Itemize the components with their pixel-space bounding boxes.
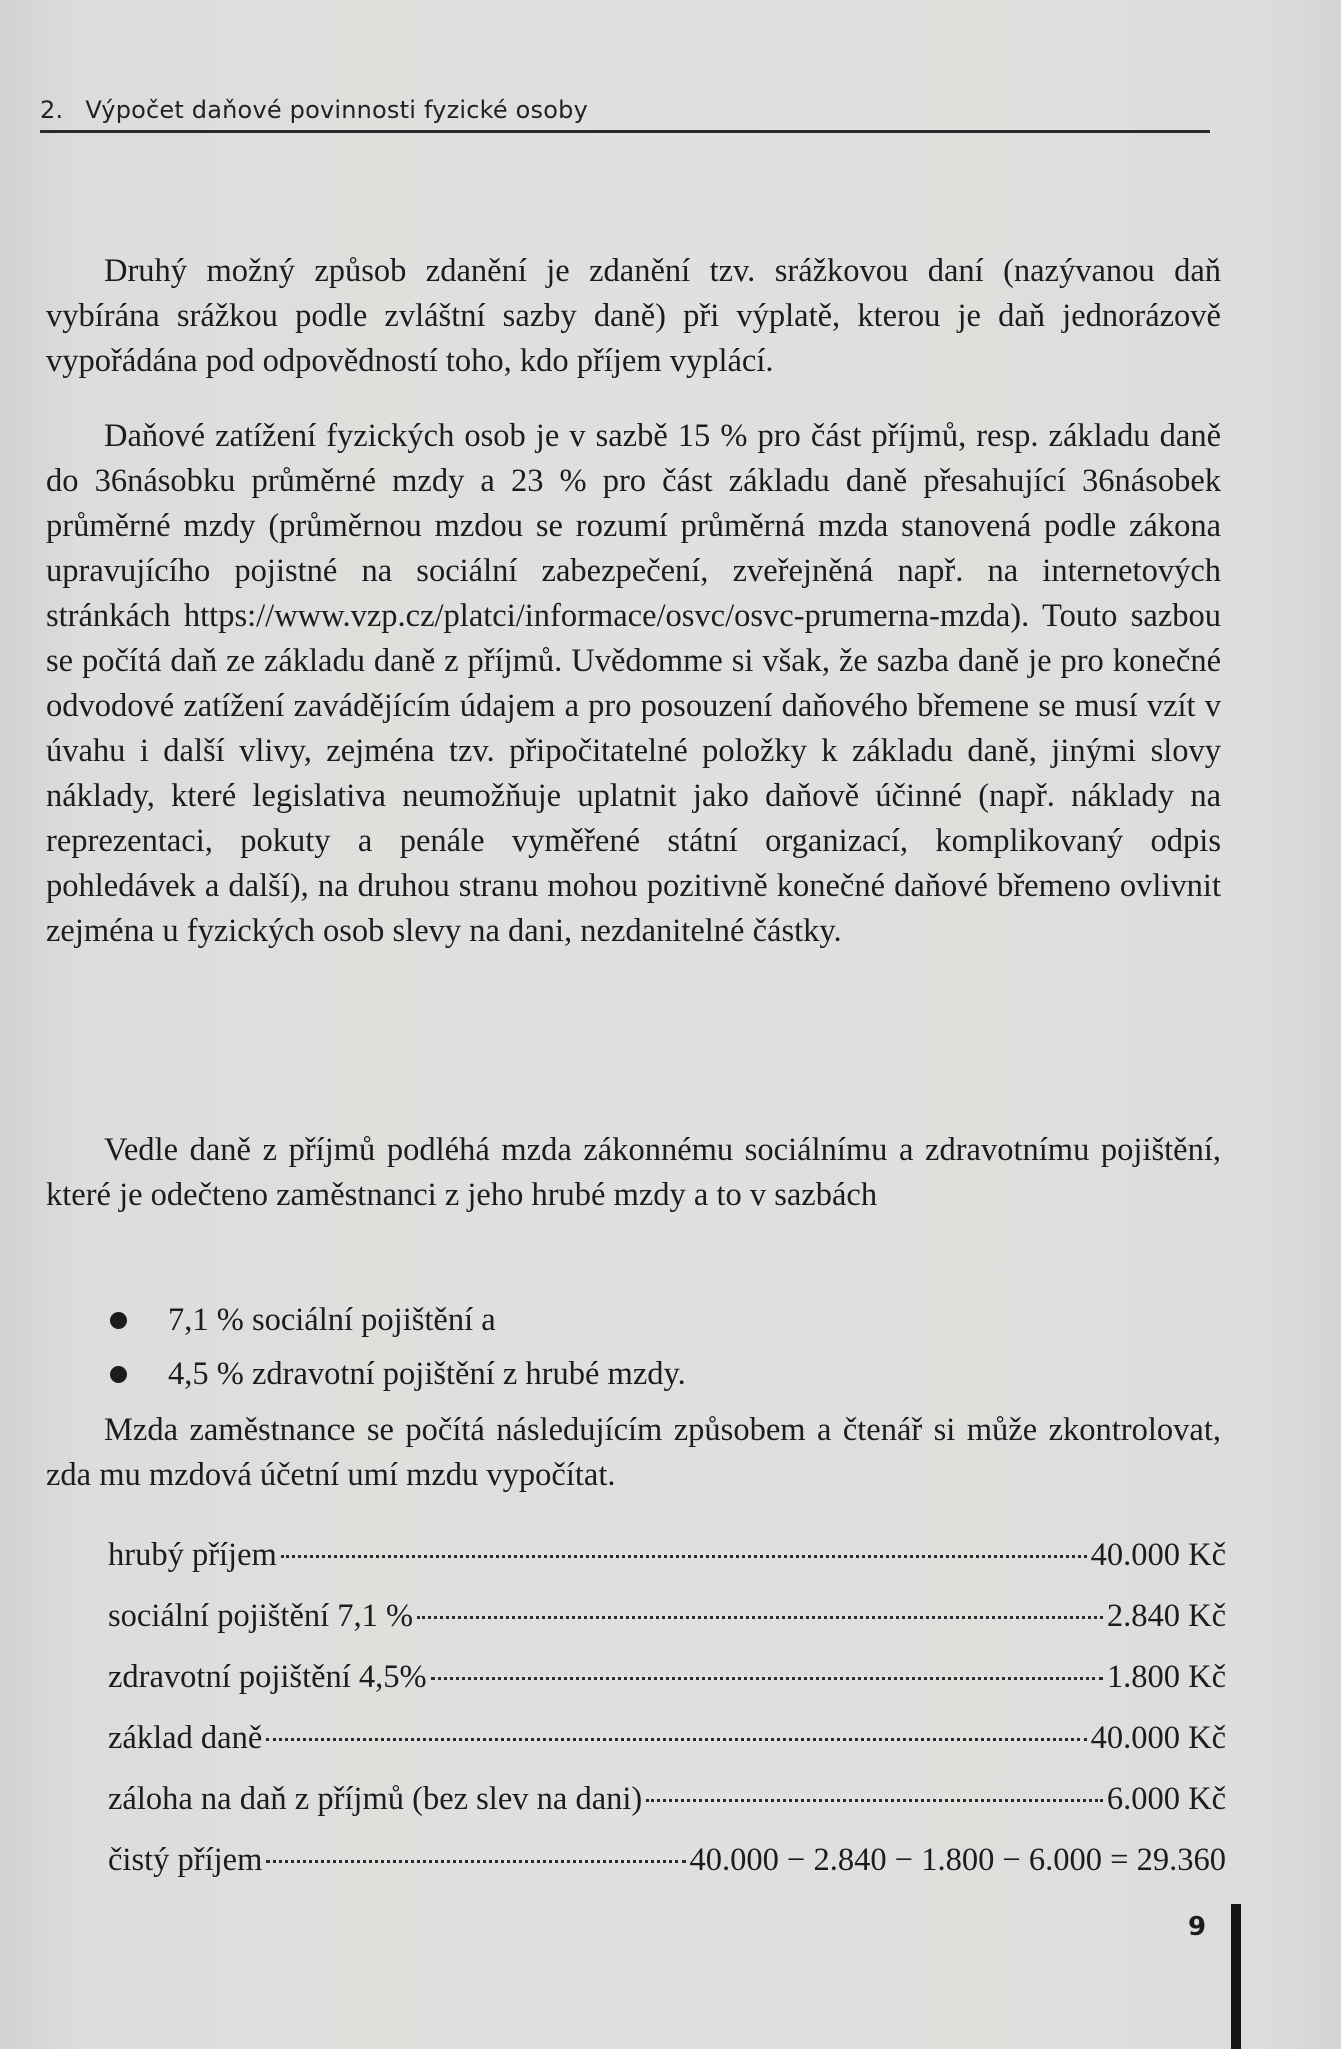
calc-row [108,1598,1226,1659]
dot-leader [646,1799,1103,1802]
calc-amount: 2.840 Kč [1106,1598,1226,1634]
paragraph-insurance-intro: Vedle daně z příjmů podléhá mzda zákonnému sociálnímu a zdravotnímu pojištění, které je odečteno zaměstnanci z jeho hrubé mzdy a to v sazbách [46,1132,1221,1213]
paragraph-salary-calculation: Mzda zaměstnance se počítá následujícím způsobem a čtenář si může zkontrolovat, zda mu mzdová účetní umí mzdu vypočítat. [46,1412,1221,1493]
list-item-text: 7,1 % sociální pojištění a [168,1302,496,1338]
calc-row [108,1720,1226,1781]
dot-leader [266,1860,685,1863]
insurance-rate-list [46,1298,1196,1406]
list-item [46,1298,1196,1352]
calc-row [108,1659,1226,1720]
thumb-index-bar [1231,1904,1241,2049]
paragraph-withholding-tax: Druhý možný způsob zdanění je zdanění tzv. srážkovou daní (nazývanou daň vybírána srážkou podle zvláštní sazby daně) při výplatě, kterou je daň jednorázově vypořádána pod odpovědností toho, kdo příjem vyplácí. [46,253,1221,379]
calc-amount: 6.000 Kč [1106,1781,1226,1817]
calc-label: záloha na daň z příjmů (bez slev na dani) [108,1781,643,1817]
calc-label: zdravotní pojištění 4,5% [108,1659,427,1695]
bullet-icon [110,1366,127,1383]
page-number: 9 [1188,1912,1207,1942]
calc-row [108,1781,1226,1842]
dot-leader [417,1616,1103,1619]
dot-leader [431,1677,1103,1680]
paragraph-tax-burden: Daňové zatížení fyzických osob je v sazbě 15 % pro část příjmů, resp. základu daně do 36násobku průměrné mzdy a 23 % pro část základu daně přesahující 36násobek průměrné mzdy (průměrnou mzdou se rozumí průměrná mzda stanovená podle zákona upravujícího pojistné na sociální zabezpečení, zveřejněná např. na internetových stránkách https://www.vzp.cz/platci/informace/osvc/osvc-prumerna-mzda). Touto sazbou se počítá daň ze základu daně z příjmů. Uvědomme si však, že sazba daně je pro konečné odvodové zatížení zavádějícím údajem a pro posouzení daňového břemene se musí vzít v úvahu i další vlivy, zejména tzv. připočitatelné položky k základu daně, jinými slovy náklady, které legislativa neumožňuje uplatnit jako daňově účinné (např. náklady na reprezentaci, pokuty a penále vyměřené státní organizací, komplikovaný odpis pohledávek a další), na druhou stranu mohou pozitivně konečné daňové břemeno ovlivnit zejména u fyzických osob slevy na dani, nezdanitelné částky. [46,418,1221,949]
calc-amount: 1.800 Kč [1106,1659,1226,1695]
chapter-number: 2. [40,96,64,124]
calc-amount: 40.000 Kč [1090,1720,1226,1756]
list-item-text: 4,5 % zdravotní pojištění z hrubé mzdy. [168,1356,686,1392]
calc-amount: 40.000 Kč [1090,1537,1226,1573]
calc-label: hrubý příjem [108,1537,277,1573]
dot-leader [281,1555,1087,1558]
calc-label: čistý příjem [108,1842,263,1878]
dot-leader [266,1738,1086,1741]
bullet-icon [110,1312,127,1329]
calc-amount: 40.000 − 2.840 − 1.800 − 6.000 = 29.360 [689,1842,1226,1878]
calc-label: základ daně [108,1720,263,1756]
chapter-title: Výpočet daňové povinnosti fyzické osoby [85,96,588,124]
calc-label: sociální pojištění 7,1 % [108,1598,414,1634]
running-head [40,96,1210,133]
salary-calculation-table [108,1537,1226,1903]
list-item [46,1352,1196,1406]
calc-row [108,1537,1226,1598]
calc-row-net-income [108,1842,1226,1903]
